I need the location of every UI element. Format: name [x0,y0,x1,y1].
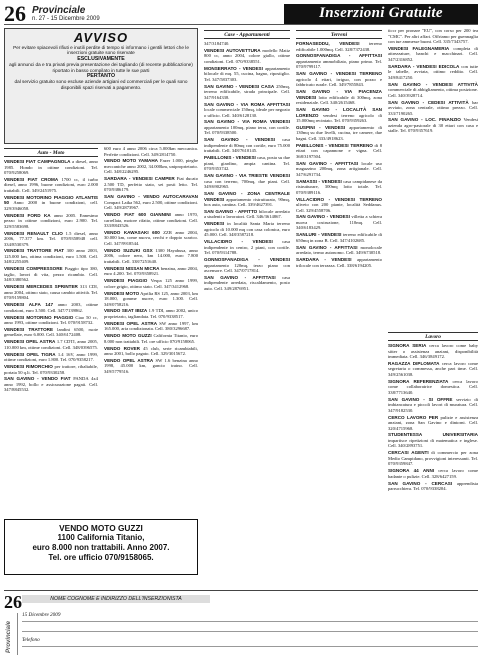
ad-text: commerciale di abbigliamento, ottima posizione. Cell. 340/3928714. [388,87,478,98]
classified-ad [104,333,198,344]
ad-text: Piaggio tipo 380, taglio, lavori di vita, pezzo ricambio. Cell. 348/3380562. [4,266,98,283]
classified-ad [296,214,382,231]
ad-heading: VILLACIDRO - VENDESI [204,239,273,245]
ad-text: ZZR anno 2004, 30.000 km, come nuova, cerchi e doppio scarico. Cell. 347/9918544. [104,229,198,246]
notice-emphasis-2: PERTANTO [86,73,116,80]
ad-text: Ciao 50 cc, anno 1993, ottime condizioni. Tel. 070/9158732. [4,314,98,326]
classified-ad [104,308,198,319]
ad-text: casa indipendente arredata, riscaldamento, posto auto. Cell. 349/2876951. [204,274,290,291]
ad-text: cerca lavoro come collaboratrice domestica. Cell. 338/7713640. [388,378,478,395]
coupon-date: 15 Dicembre 2009 [22,612,61,618]
classified-ad [104,248,198,265]
ad-heading: SAN GAVINO - AFFITTASI [296,244,358,250]
ad-text: appartamento 100mq, piano terra, con cortile. Tel. 070/9338500. [204,124,290,136]
ad-text: terreno edificabile 1.000mq. Cell. 328/7372438. [296,41,382,52]
ad-heading: SAN GAVINO - SI OFFRE [388,396,453,402]
ad-heading: SANLURI - VENDESI [296,232,342,238]
ad-text: appartamento trilocale con terrazza. Cell. 338/6194205. [296,257,382,268]
ad-text: ticcr per pronare "EU", con corso per 200 tea "CMC". Per altri affari. Offriamo per guennaglia con tue ammesse buoni. Cell. 335/7343757. [388,28,478,44]
ad-text: lotto edificabile di 300mq, zona residenziale. Cell. 340/2615468. [296,94,382,106]
ad-text: casa indipendente in centro, 2 piani, con cortile. Tel. 070/9314788. [204,239,290,256]
classified-ad [388,450,478,467]
ad-heading: SAN GAVINO - VENDO AUTOCARAVAN [104,194,198,200]
ad-heading: VENDESI TRATTORE FIAT [4,248,65,254]
section-title-auto: Auto - Moto [4,148,98,157]
ad-text: di commercio per zona Medio Campidano, provvigioni interessanti. Tel. 070/9359847. [388,450,478,467]
section-title-lavoro: Lavoro [388,332,478,341]
classified-ad [296,107,382,124]
classified-ad [204,84,290,101]
ad-text: appartamento ristrutturato, 90mq, box auto, cantina. Cell. 339/4627391. [204,196,290,208]
ad-text: pulizie e assistenza anziani, zona San Gavino e dintorni. Cell. 320/4715968. [388,414,478,431]
ad-text: anno 2003, ottime condizioni, euro 3.500. Cell. 347/7139862. [4,302,98,313]
ad-text: Vespa 125 anno 1999, colore grigio, ottimo stato. Cell. 347/3412968. [104,278,198,289]
ad-text: 313 CDI, anno 2004, ottimo stato, causa cambio attività. Tel. 070/9159804. [4,284,98,301]
page-header [4,0,478,26]
classified-ad [4,364,98,375]
column-3 [204,28,290,588]
classified-ad [104,291,198,308]
ad-heading: CERCO LAVORO PER [388,414,439,420]
classified-ad [204,137,290,154]
ad-text: 1300 Hayabusa, anno 2006, colore nero, km 14.000, euro 7.800 trattabili. Cell. 338/7251640. [104,247,198,264]
ad-text: 1.9 TDI, anno 2002, unico proprietario, tagliandata. Tel. 070/9338517. [104,308,198,319]
ad-heading: SAN GAVINO - VENDESI [204,137,275,143]
ad-heading: VENDESI TRATTORE [4,326,54,332]
classified-ad [104,146,198,157]
ad-text: impartisce ripetizioni di matematica e inglese. Cell. 340/2893751. [388,437,478,449]
ad-heading: SAN GAVINO - LOC. FINANZIO [388,117,461,123]
ad-text: Fiat ducato 2.500 TD, perfetto stato, sei posti letto. Tel. 070/9386179. [104,176,198,193]
classified-ad [388,397,478,414]
ad-heading: SAN GAVINO - VENDESI [296,214,350,220]
ad-text: Fazer 1.000, pieghe meccaniche anno 2002, 34.000km, uniproprietario. Cell. 348/2246295. [104,158,198,175]
ad-heading: VENDESI OPEL ASTRA [4,339,56,345]
ad-text: Anno 2000 in buone condizioni, cell. 329/3946058. [4,200,98,211]
ad-text: appartamento 120mq, terzo piano con ascensore. Cell. 347/0717814. [204,262,290,274]
ad-text: cerca lavoro come baby sitter o assistenza anziani, disponibilità immediata. Cell. 346/3849172. [388,343,478,359]
ad-text: Compact Laika 562, euro 2.500, ottime condizioni. Cell. 349/2873967. [104,199,198,211]
ad-text: 347/3184740. [204,41,230,46]
ad-heading: VENDESI RIMORCHIO [4,364,53,370]
ad-text: PANDA 4x4 anno 1992, bollo e assicurazione pagati. Cell. 347/8845532. [4,376,98,393]
classified-ad [388,117,478,134]
ad-heading: SAN GAVINO - VIA ROMA AFFITTASI [204,101,290,107]
ad-text: agricolo 4 ettari, irriguo, con pozzo e fabbricato rurale. Cell. 349/7855843. [296,76,382,88]
classified-ad [296,245,382,256]
ad-heading: VENDO SEAT IBIZA [104,308,148,314]
ad-heading: GUSPINI - VENDESI [296,124,346,130]
classified-ad [296,41,382,52]
ad-text: 1.4 16V, anno 1999, ottime condizioni, euro 1.800. Tel. 070/9358217. [4,351,98,363]
ad-text: casa indipendente di 80mq con cortile, euro 75.000 trattabili. Cell. 348/7610145. [204,137,290,154]
notice-box [4,28,198,144]
ad-heading: SAN GAVINO - AFFITTASI [204,274,276,280]
ad-heading: VENDESI OPEL ASTRA [104,320,158,326]
ad-text: di 8 ettari con capannone e vigna. Cell. 368/3197504. [296,142,382,159]
ad-heading: VENDESI FIAT CROMA [4,176,59,182]
ad-heading: SAN GAVINO - CERCASI [388,480,453,486]
ad-heading: VENDO KAWASAKI 600 [104,229,160,235]
ad-heading: VENDESI MOTORINO PIAGGIO [4,314,74,320]
coupon-phone-label: Telefono [22,637,40,643]
ad-heading: GONNOSFANADIGA - VENDESI [204,257,290,263]
ad-text: Vendesi azienda agro-pastorale di 30 ettari con casa e stalle. Tel. 070/9357619. [388,117,478,134]
classified-ad [296,53,382,70]
ad-heading: VENDO FIAT 600 GIANNINI [104,212,171,218]
notice-text-2: agli annunci da e tra privati previa presentazione dei tagliando (di recente pubblicazione) riportato in basso compilato in tutte le sue parti [9,62,193,73]
ad-text: villetta a schiera nuova costruzione, 110mq. Cell. 340/6183429. [296,214,382,231]
classified-ad [296,143,382,160]
classified-ad [296,179,382,196]
ad-text: casa, posta su due piani, giardino, ampia cantina. Tel. 070/9353742. [204,155,290,172]
classified-ad [4,327,98,338]
classified-ad [104,194,198,211]
ad-text: casa con terreno, 700mq, due piani. Cell. 349/6902965. [204,178,290,190]
classified-ad [388,64,478,81]
ad-heading: SARDARA - VENDESI CAMPER [104,176,175,182]
ad-heading: VENDESI MERCEDES SPRINTER [4,284,78,290]
ad-heading: SARDARA - VENDESI [296,257,352,263]
ad-heading: VENDESI [204,221,225,227]
classified-ad [4,302,98,313]
classified-ad [296,71,382,88]
ad-heading: GONNOSFANADIGA - AFFITTASI [296,53,382,59]
classified-ad [388,46,478,63]
ad-text: Aprilia RS 125, anno 2003, km 18.000, gomme nuove, euro 1.300. Cell. 349/0758216. [104,290,198,307]
ad-heading: VENDESI AUTOVETTURA [204,47,261,53]
ad-heading: VENDESI NISSAN MICRA [104,265,160,271]
classified-ad [388,481,478,492]
classified-ad [204,119,290,136]
ad-text: completa di attrezzature, banchi e macchinari. Cell. 347/2316852. [388,45,478,62]
classified-ad [204,239,290,256]
classified-ad [4,315,98,326]
classified-ad [204,102,290,119]
newspaper-logo [32,6,122,22]
classified-ad [4,352,98,363]
classified-ad [296,257,382,268]
ad-text: 600 euro 4 anno 2006 circa 5.000km meccanica. Perfette condizioni. Cell. 349/2814750. [104,146,198,157]
ad-text: SW 1.6 benzina anno 1998, 45.000 km, gancio traino. Cell. 349/5779516. [104,357,198,374]
ad-heading: VENDO MOTO GUZZI [104,333,152,339]
moto-guzzi-ad [4,519,198,575]
ad-heading: SIGNORA SERIA [388,343,427,348]
coupon-title: NOME COGNOME E INDIRIZZO DELL'INSERZIONISTA [22,595,210,603]
column-2 [104,146,198,518]
ad-heading: SARDARA - VENDESI EDICOLA [388,63,460,69]
ad-text: appartamento di 130mq su due livelli, cucina, tre camere, due bagni. Cell. 333/4918623. [296,124,382,141]
ad-heading: FORNASEDDU, VENDESI [296,41,360,46]
classified-ad [104,358,198,375]
ad-heading: VENDESI RENAULT CLIO [4,230,63,236]
ad-text: anno 2005. Ennesimo pezzo in ottime condizioni, euro 2.900. Tel. 329/5583698. [4,212,98,229]
ad-heading: VENDESI PIAGGIO [104,278,148,284]
classified-ad [296,161,382,178]
classified-ad [388,100,478,117]
notice-title: AVVISO [73,30,129,45]
footer-logo [4,613,18,655]
ad-text: modello Matiz 800 cc, anno 2004, colore giallo, ottime condizioni. Cell. 070/9338551. [204,47,290,64]
classified-ad [104,321,198,332]
ad-heading: VENDESI FALEGNAMERIA [388,45,450,51]
ad-heading: VENDESI MOTORINO PIAGGIO ATLANTIS 50 [4,194,98,206]
ad-heading: PABILLONIS - VENDESI [204,155,256,161]
ad-text: 1.7 CDTI, anno 2005, 110.000 km, ottime condizioni. Cell. 348/0396575. [4,339,98,350]
ad-text: cerca lavoro come segretaria o commessa, anche part time. Cell. 349/2561038. [388,360,478,377]
section-banner: Inserzioni Gratuite [284,4,478,24]
ad-heading: RAGAZZA DIPLOMATA [388,360,440,366]
column-6 [388,330,478,588]
classified-ad [204,48,290,65]
ad-text: appartamento bilocale di mq. 55, cucina, bagno, ripostiglio. Tel. 347/5837303. [204,65,290,82]
ad-heading: SAN GAVINO - VENDESI TERRENO [296,71,382,77]
ad-heading: SAN GAVINO - ZONA CENTRALE VENDESI [204,191,290,202]
ad-heading: PABILLONIS - VENDESI TERRENO [296,142,373,148]
classified-ad [104,266,198,277]
ad-heading: SAMASSI - VENDESI [296,178,342,184]
classified-ad [388,82,478,99]
ad-text: per trattore, ribaltabile, portata 50 q.li. Tel. 070/9330258. [4,364,98,375]
ad-text: landini 6500, ruote gemellate, euro 6.000. Cell. 340/6172408. [4,326,98,338]
ad-heading: VENDESI FIAT CAMPAGNOLA [4,159,71,164]
classified-ad [204,209,290,220]
ad-heading: SAN GAVINO - AFFITTO [204,208,258,214]
ad-text: 1.5 diesel, anno 2006, 77.377 km. Tel. 070/9358948 cell. 334/8530379. [4,230,98,247]
classified-ad [204,191,290,208]
classified-ad [4,248,98,265]
notice-text-1: Per evitare spiacevoli rifiuti e inutili perdite di tempo si informano i gentili lettori che le inserzioni gratuite sono riservate [13,45,189,56]
ad-text: a diesel, anno 1985. Hondo in ottime condizioni. Tel. 070/9258069. [4,159,98,175]
classified-ad [296,125,382,142]
ad-heading: VENDO ROVER [104,345,140,351]
classified-ad [388,343,478,360]
ad-heading: VILLACIDRO - VENDESI TERRENO [296,196,382,202]
coupon-line [22,631,478,632]
classified-ad [104,158,198,175]
classified-ad [104,212,198,229]
ad-text: bilocale arredato a studenti o lavoratori. Cell. 346/3614867. [204,208,290,220]
issue-date: n. 27 - 15 Dicembre 2009 [32,15,100,22]
ad-text: 45 club, serie ricambiabili, anno 2001, bollo pagato. Cell. 329/3015672. [104,345,198,357]
moto-ad-line-3: euro 8.000 non trattabili. Anno 2007. [32,543,170,552]
classified-ad [204,275,290,292]
classified-ad [388,415,478,432]
classified-ad [204,221,290,238]
logo-text: Provinciale [32,4,86,16]
section-title-case: Case - Appartamenti [204,30,290,39]
classified-ad [104,230,198,247]
ad-text: con tutte le tabelle, avviata, ottimo reddito. Cell. 349/8417250. [388,63,478,80]
ad-text: locale commerciale 150mq, ideale per negozio o ufficio. Cell. 340/6128130. [204,107,290,118]
column-4 [296,28,382,588]
classified-ad [388,468,478,479]
ad-text: apprendista parrucchiera. Tel. 070/9338204. [388,480,478,492]
ad-text: locale uso magazzino 200mq, zona artigianale. Cell. 347/6291734. [296,160,382,177]
classified-ad [204,155,290,172]
classified-ad [4,284,98,301]
classified-ad [104,278,198,289]
ad-heading: SAN GAVINO - VENDESI ATTIVITÀ [388,81,478,87]
ad-text: in località Santa Maria terreno agricolo di 10.000 mq con casa colonica, euro 45.000. Cell. 348/3587218. [204,221,290,238]
classified-ad [204,257,290,274]
ad-text: 1700 cc, il turbo diesel, anno 1996, buone condizioni, euro 2.000 trattabili. Cell. 349/2451975. [4,176,98,193]
ad-text: California Titanio, euro 8.000 non trattabili. Tel. ore ufficio 070/9158065. [104,333,198,344]
ad-heading: SAN GAVINO - VIA TRIESTE VENDESI [204,173,290,179]
ad-text: 300 anno 2003, 125.000 km, ottima condizioni, euro 1.500. Cell. 348/2255409. [4,248,98,265]
coupon-line [22,621,478,622]
classified-ad [204,66,290,83]
ad-text: benzina, anno 2004, euro 4.200. Tel. 070/9358921. [104,265,198,277]
ad-text: casa campidanese da ristrutturare, 300mq lotto totale. Tel. 070/9389116. [296,178,382,195]
column-1 [4,146,98,518]
ad-heading: VENDO MOTO YAMAHA [104,158,158,164]
notice-emphasis-1: ESCLUSIVAMENTE [77,55,125,62]
classified-ad [388,361,478,378]
classified-ad [388,379,478,396]
ad-heading: VENDESI COMPRESSORE [4,266,63,272]
classified-ad [4,266,98,283]
ad-heading: STUDENTESSA UNIVERSITARIA [388,432,478,438]
coupon-footer [4,590,478,654]
ad-text: 250mq, terreno edificabile, strada principale. Cell. 347/9164338. [204,83,290,100]
ad-heading: CERCASI AGENTI [388,450,429,456]
ad-text: servizio di imbiancatura e piccoli lavori di muratura. Cell. 347/9182530. [388,396,478,413]
ad-text: anno 1970, carrellata, motore rifatto, ottime condizioni. Cell. 333/8843526. [104,212,198,229]
classified-ad [4,376,98,393]
ad-heading: VENDESI MOTO [104,290,140,296]
ad-heading: SAN GAVINO - CEDESI ATTIVITÀ [388,99,469,105]
classified-ad [388,432,478,449]
ad-heading: SAN GAVINO - VIA ROMA VENDESI [204,119,290,125]
classified-ad [104,346,198,357]
ad-heading: VENDO OPEL ASTRA [104,357,154,363]
ad-heading: MONSERRATO - VENDESI [204,65,263,71]
notice-text-3: dal servizio gratuito sono escluse aziende artigiani ed commerciali per le quali sono disponibili spazi riservati a pagamento. [14,79,188,90]
ad-heading: SIGNORA 44 ANNI [388,468,435,474]
ad-heading: SAN GAVINO - VIA PIACENZA VENDESI [296,89,382,100]
footer-logo-text: Provinciale [6,620,12,653]
column-5 [388,28,478,328]
ad-heading: VENDESI OPEL TIGRA [4,351,56,357]
classified-ad [296,232,382,243]
moto-ad-line-1: VENDO MOTO GUZZI [59,523,143,533]
ad-heading: SAN GAVINO - AFFITTASI [296,160,359,166]
classified-ad [388,28,478,45]
ad-text: appartamento ammobiliato, piano primo. Tel. 070/9799117. [296,58,382,70]
section-title-terreni: Terreni [296,30,382,39]
ad-text: cerca lavoro come badante o pulizie. Cell. 328/6427159. [388,468,478,479]
classified-ad [296,197,382,214]
classified-ad [4,339,98,350]
page-number: 26 [4,0,26,26]
ad-text: vendesi terreno agricolo di 15.000mq recintato. Tel. 070/9359263. [296,112,382,124]
classified-ad [296,89,382,106]
classified-ad [4,159,98,176]
classifieds-area [4,28,478,588]
coupon-line [22,646,478,647]
classified-ad [4,195,98,212]
classified-ad [104,176,198,193]
classified-ad [4,213,98,230]
moto-ad-line-4: Tel. ore ufficio 070/9158065. [48,553,154,562]
ad-heading: SAN GAVINO - VENDESI CASA [204,83,275,89]
moto-ad-line-2: 1100 California Titanio, [57,533,145,542]
ad-text: terreno edificabile di 650mq in zona B. Cell. 347/4102685. [296,232,382,243]
ad-heading: VENDESI ALFA 147 [4,302,54,308]
classified-ad [4,231,98,248]
ad-heading: SAN GAVINO - VENDO FIAT [4,376,71,382]
ad-text: SW anno 1997, km 165.000, aria condizionata. Cell. 380/3296687. [104,320,198,332]
classified-ad [204,41,290,47]
ad-text: uliveto con 200 piante, località Seddanus. Cell. 329/4558706. [296,202,382,213]
ad-heading: VENDESI FORD KA [4,212,51,218]
footer-page-number: 26 [4,592,22,612]
classified-ad [4,177,98,194]
ad-text: monolocale arredato, termo autonomo. Cell. 349/6730518. [296,244,382,256]
ad-heading: VENDO SUZUKI GSX [104,247,153,253]
ad-heading: SIGNORA REFERENZIATA [388,378,449,384]
classified-ad [204,173,290,190]
ad-heading: SAN GAVINO - LOCALITÀ SAN LORENZO [296,107,382,118]
ad-text: bar avviato, zona centrale, ottimo prezzo. Cell. 333/7190265. [388,99,478,116]
